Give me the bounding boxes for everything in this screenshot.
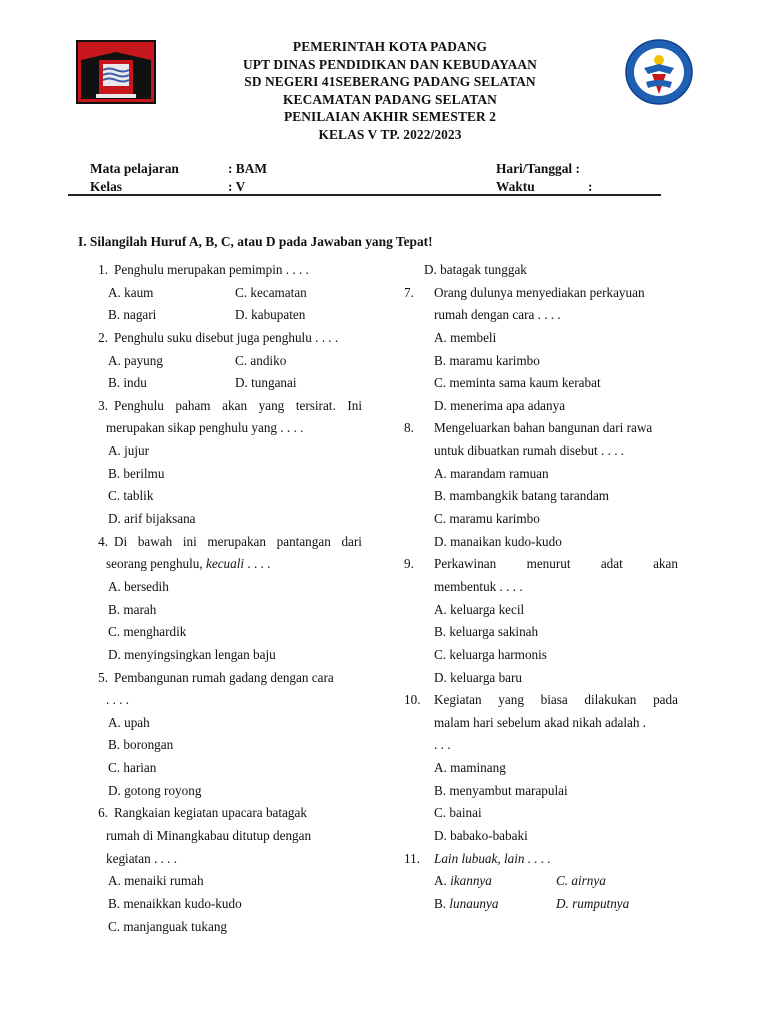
question-3: 3. Penghulu paham akan yang tersirat. Ini [98, 397, 362, 413]
option: D. kabupaten [235, 307, 306, 323]
tut-wuri-handayani-logo [624, 38, 694, 106]
option: B. nagari [108, 307, 157, 323]
option: D. keluarga baru [434, 669, 523, 685]
question-2-options-bd [88, 372, 362, 395]
header-line-5: PENILAIAN AKHIR SEMESTER 2 [283, 109, 497, 124]
option: A. membeli [434, 329, 497, 345]
question-9: 9. Perkawinan menurut adat akan [404, 556, 678, 572]
option: B. menyambut marapulai [434, 782, 568, 798]
question-8-cont: untuk dibuatkan rumah disebut . . . . [434, 443, 625, 459]
option: C. andiko [235, 352, 287, 368]
exam-meta-right [496, 160, 592, 195]
option: D. tunganai [235, 375, 297, 391]
option: C. tablik [108, 488, 154, 504]
class-value: : V [228, 178, 246, 194]
questions-right-column [404, 259, 678, 916]
option: B. menaikkan kudo-kudo [108, 895, 242, 911]
option: A. bersedih [108, 578, 169, 594]
question-2-options-ac [88, 350, 362, 373]
option: D. menyingsingkan lengan baju [108, 646, 276, 662]
option: A. payung [108, 352, 163, 368]
option: A. upah [108, 714, 150, 730]
option: A. kaum [108, 284, 154, 300]
school-header [160, 38, 620, 143]
option: A. marandam ramuan [434, 465, 549, 481]
question-6: 6. Rangkaian kegiatan upacara batagak [98, 805, 307, 821]
header-divider [68, 194, 661, 196]
question-8: 8. Mengeluarkan bahan bangunan dari rawa [404, 420, 653, 436]
option: C. menghardik [108, 624, 187, 640]
header-line-3: SD NEGERI 41SEBERANG PADANG SELATAN [244, 74, 536, 89]
question-11-options-bd [404, 893, 678, 916]
question-4-cont: seorang penghulu, kecuali . . . . [106, 556, 271, 572]
padang-city-logo [76, 40, 156, 104]
option: A. ikannya [434, 873, 492, 889]
option: D. batagak tunggak [424, 262, 527, 277]
option: C. keluarga harmonis [434, 646, 547, 662]
option: B. lunaunya [434, 895, 499, 911]
option: B. borongan [108, 737, 174, 753]
header-line-4: KECAMATAN PADANG SELATAN [283, 91, 497, 107]
question-1-options-bd [88, 304, 362, 327]
question-6-cont: kegiatan . . . . [106, 850, 178, 866]
exam-meta-left [90, 160, 267, 195]
questions-left-column [88, 259, 362, 938]
question-1-options-ac [88, 282, 362, 305]
option: C. kecamatan [235, 284, 307, 300]
question-6-cont: rumah di Minangkabau ditutup dengan [106, 828, 312, 844]
option: B. indu [108, 375, 147, 391]
option: D. menerima apa adanya [434, 397, 566, 413]
question-7-cont: rumah dengan cara . . . . [434, 307, 561, 323]
option: A. maminang [434, 760, 506, 776]
option: A. menaiki rumah [108, 873, 204, 889]
option: D. gotong royong [108, 782, 202, 798]
option: B. mambangkik batang tarandam [434, 488, 610, 504]
option: B. marah [108, 601, 157, 617]
option: A. keluarga kecil [434, 601, 525, 617]
question-10: 10. Kegiatan yang biasa dilakukan pada [404, 692, 678, 708]
option: B. keluarga sakinah [434, 624, 539, 640]
question-9-cont: membentuk . . . . [434, 578, 523, 594]
option: D. rumputnya [556, 895, 630, 911]
option: C. meminta sama kaum kerabat [434, 375, 601, 391]
option: A. jujur [108, 443, 150, 459]
question-11-options-ac [404, 870, 678, 893]
day-date-label: Hari/Tanggal : [496, 161, 580, 176]
question-11: 11. Lain lubuak, lain . . . . [404, 850, 551, 866]
question-5-cont: . . . . [106, 692, 130, 708]
option: D. manaikan kudo-kudo [434, 533, 562, 549]
question-4: 4. Di bawah ini merupakan pantangan dari [98, 533, 362, 549]
option: C. harian [108, 760, 157, 776]
option: C. maramu karimbo [434, 511, 540, 527]
question-1: 1. Penghulu merupakan pemimpin . . . . [98, 262, 309, 277]
option: B. maramu karimbo [434, 352, 540, 368]
option: D. babako-babaki [434, 828, 528, 844]
subject-label: Mata pelajaran [90, 161, 179, 176]
option: D. arif bijaksana [108, 511, 196, 527]
header-line-2: UPT DINAS PENDIDIKAN DAN KEBUDAYAAN [243, 56, 537, 72]
option: B. berilmu [108, 465, 165, 481]
header-line-6: KELAS V TP. 2022/2023 [318, 126, 462, 142]
question-3-cont: merupakan sikap penghulu yang . . . . [106, 420, 304, 436]
option: C. bainai [434, 805, 482, 821]
question-10-cont: malam hari sebelum akad nikah adalah . [434, 714, 647, 730]
header-line-1: PEMERINTAH KOTA PADANG [292, 39, 488, 54]
option: C. airnya [556, 873, 606, 889]
option: C. manjanguak tukang [108, 918, 228, 934]
question-5: 5. Pembangunan rumah gadang dengan cara [98, 669, 334, 685]
question-2: 2. Penghulu suku disebut juga penghulu . . . . [98, 329, 339, 345]
time-value: : [588, 178, 593, 194]
class-label: Kelas [90, 178, 122, 194]
question-10-cont: . . . [434, 737, 451, 753]
subject-value: : BAM [228, 161, 268, 176]
question-7: 7. Orang dulunya menyediakan perkayuan [404, 284, 645, 300]
time-label: Waktu [496, 178, 535, 194]
section-title: I. Silangilah Huruf A, B, C, atau D pada Jawaban yang Tepat! [78, 234, 433, 249]
